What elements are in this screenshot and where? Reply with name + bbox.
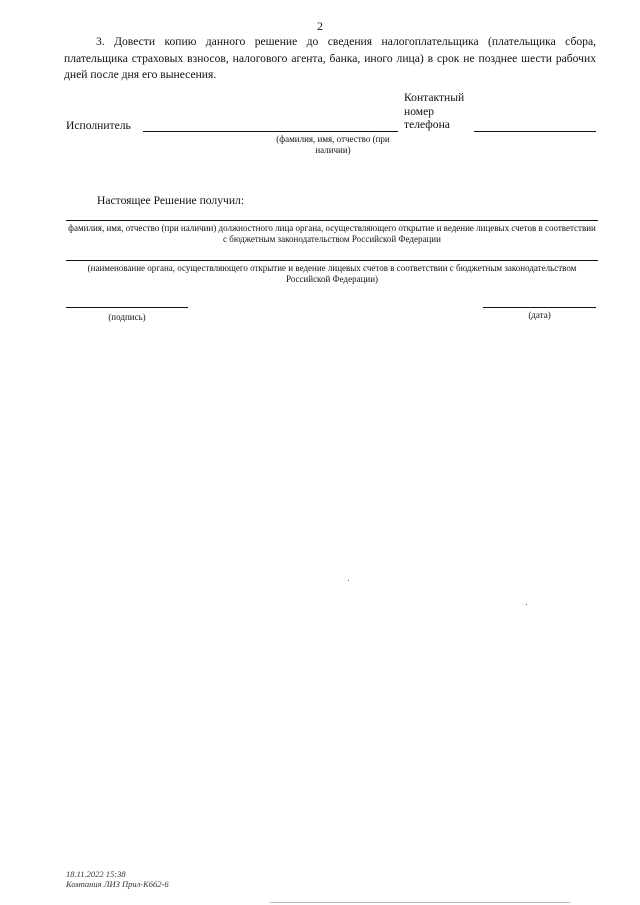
executor-label: Исполнитель [66,119,131,132]
date-line [483,307,596,308]
footer-doc-ref: Компания ЛИЗ Прил-К662-6 [66,879,169,889]
paragraph-3: 3. Довести копию данного решение до сведения налогоплательщика (плательщика сбора, плательщика страховых взносов, налогового агента, банка, иного лица) в срок не позднее шести рабочих дней после дня его вынесения. [64,35,596,81]
phone-label-line-1: Контактный [404,91,465,104]
scan-speck [348,580,349,581]
organ-name-line [66,260,598,261]
signature-line [66,307,188,308]
official-name-caption: фамилия, имя, отчество (при наличии) должностного лица органа, осуществляющего открытие и ведение лицевых счетов в соответствии с бюджетным законодательством Российской Федерации [68,223,596,244]
executor-name-caption: (фамилия, имя, отчество (при наличии) [276,134,390,155]
phone-line [474,131,596,132]
phone-label-line-2: номер [404,104,435,118]
footer-timestamp: 18.11.2022 15:38 [66,869,126,879]
date-caption: (дата) [528,310,551,320]
organ-name-caption: (наименование органа, осуществляющего открытие и ведение лицевых счетов в соответствии с бюджетным законодательством Российской Федерации) [87,263,577,284]
executor-name-line [143,131,398,132]
receipt-heading: Настоящее Решение получил: [97,194,245,207]
scan-speck [526,604,527,605]
signature-caption: (подпись) [108,312,146,322]
phone-label-line-3: телефона [404,118,450,131]
scan-edge [270,902,570,903]
page-number: 2 [317,19,323,33]
official-name-line [66,220,598,221]
phone-label [404,91,464,132]
